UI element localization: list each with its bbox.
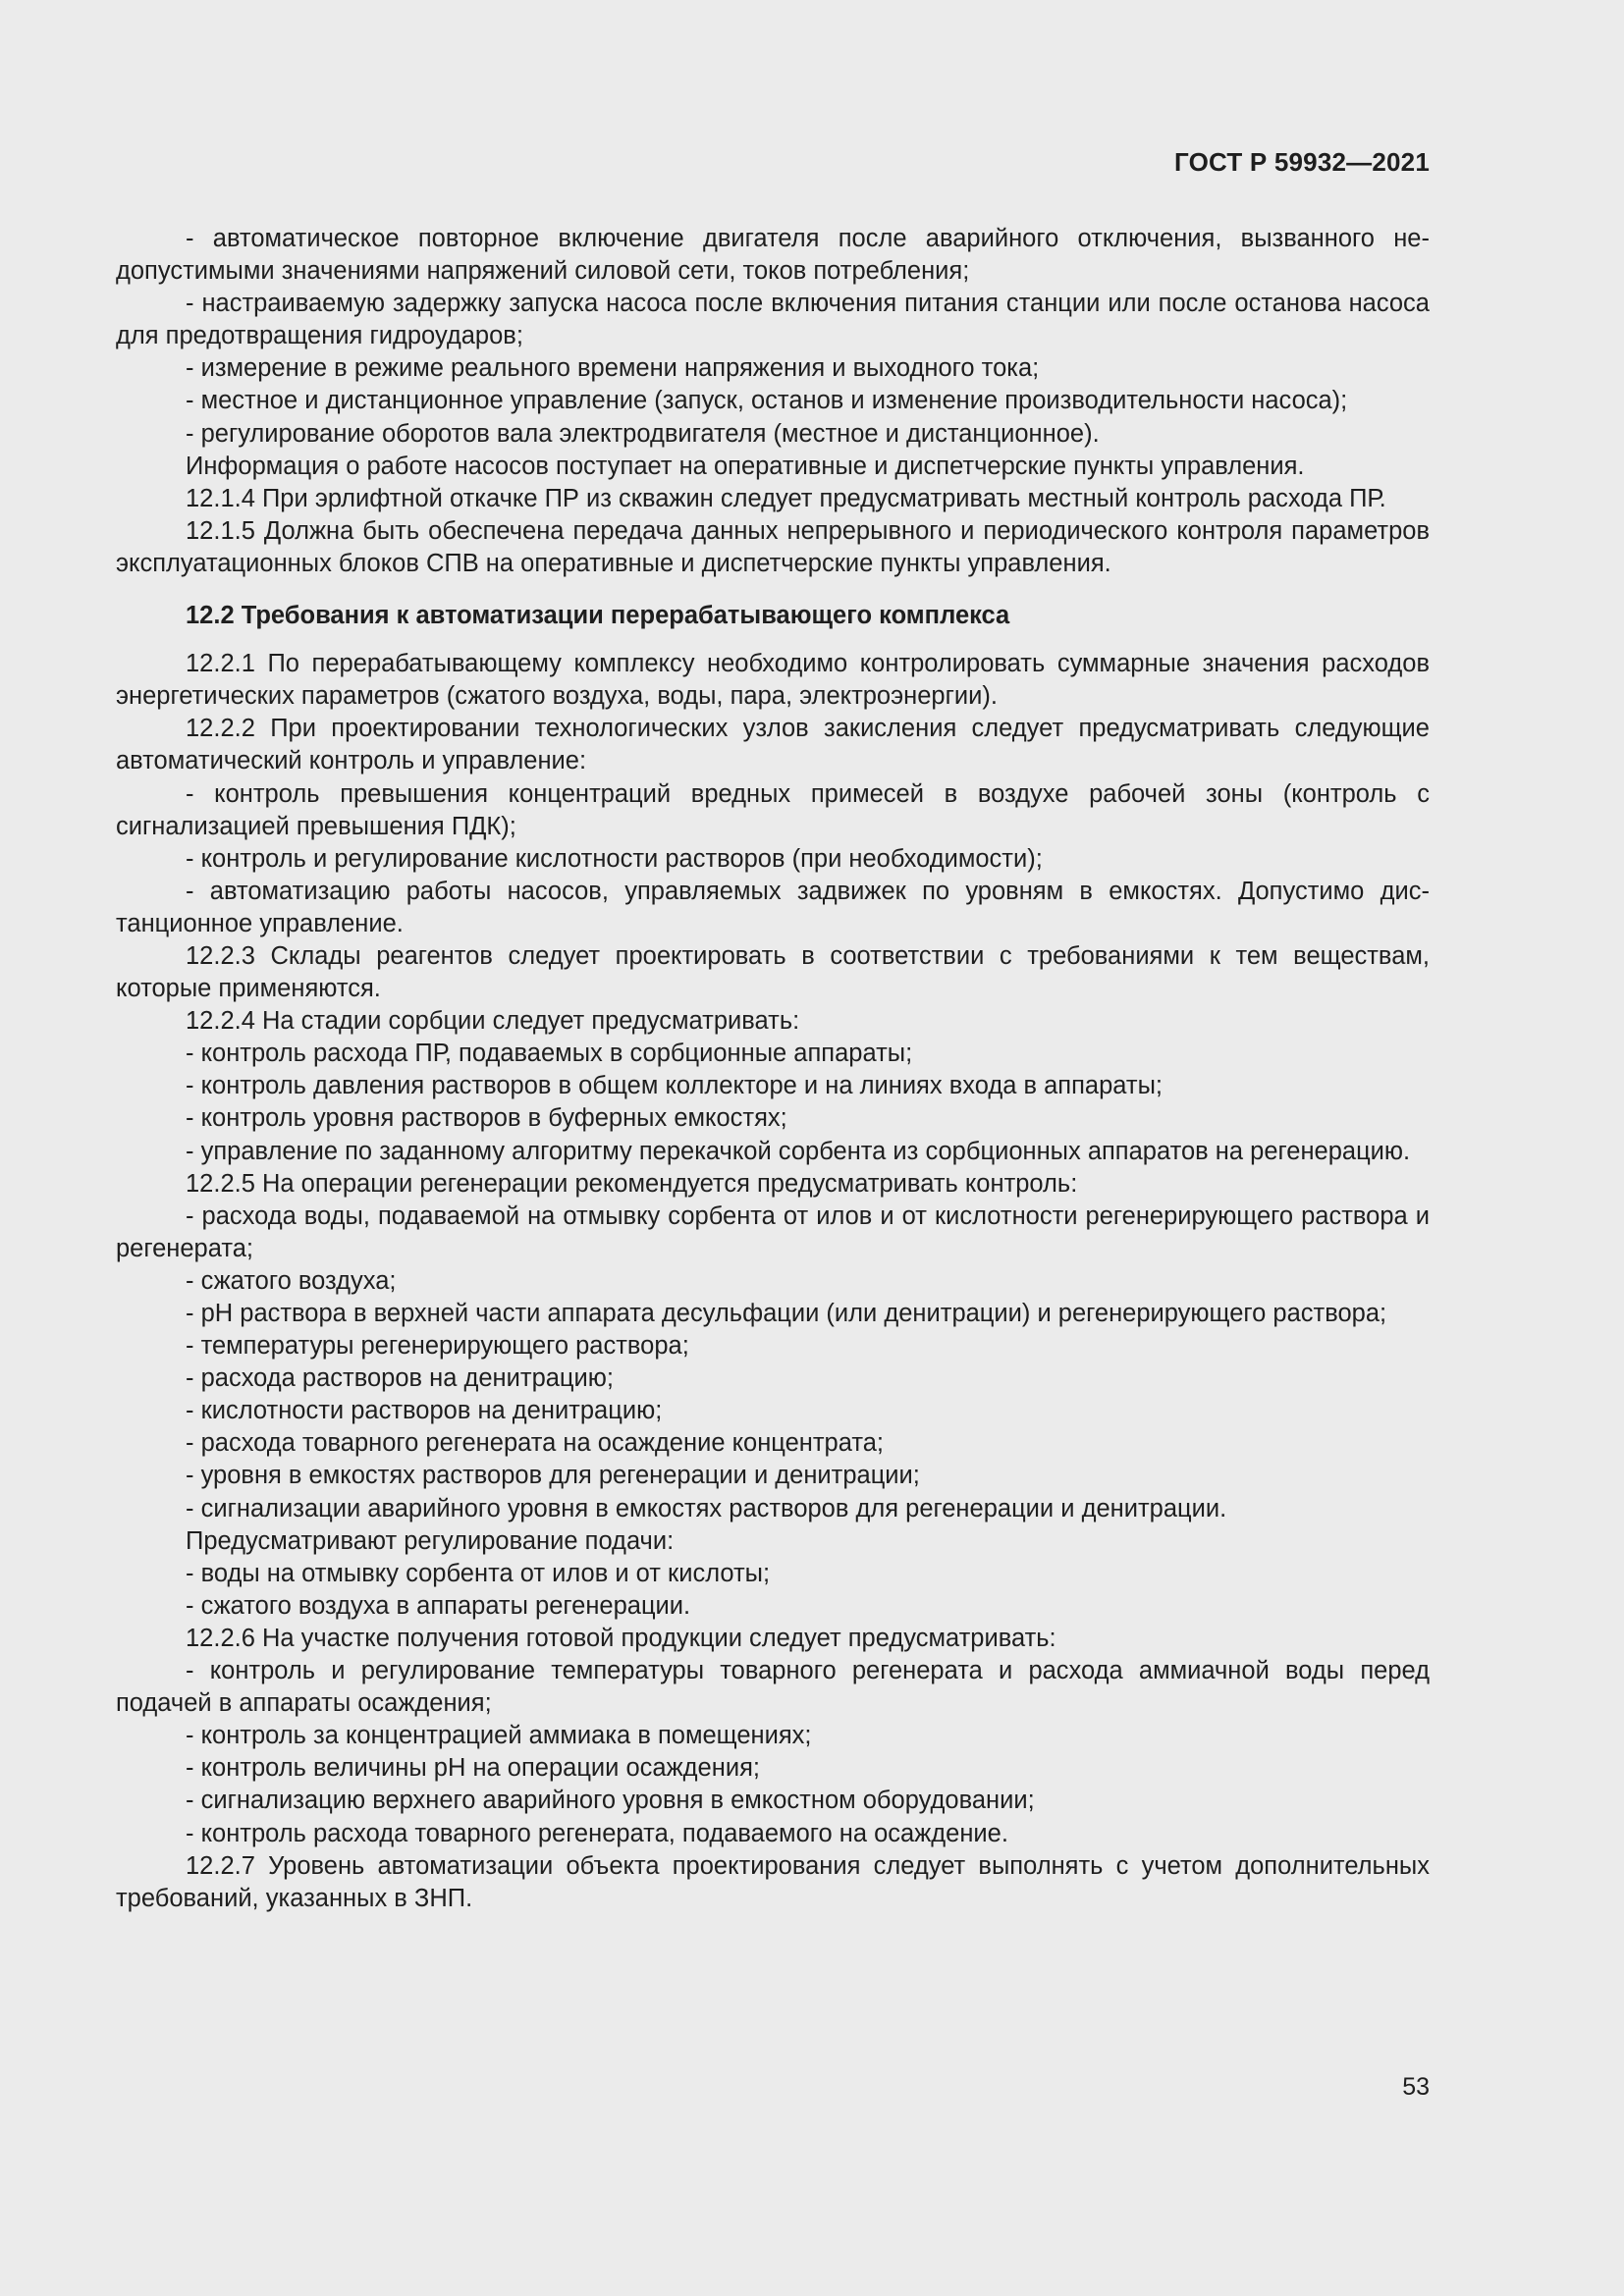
paragraph: 12.2.1 По перерабатывающему комплексу необходимо контролировать суммарные значения расходов энергетических параметров (сжатого воздуха, воды, пара, электроэнергии).: [116, 650, 1430, 711]
paragraph: 12.1.5 Должна быть обеспечена передача данных непрерывного и периодического контроля параметров эксплуатационных блоков СПВ на оперативные и диспетчерские пункты управления.: [116, 516, 1430, 577]
paragraph: - сигнализацию верхнего аварийного уровня в емкостном оборудовании;: [186, 1787, 1035, 1815]
paragraph: - контроль величины pH на операции осаждения;: [186, 1754, 760, 1783]
paragraph: - расхода товарного регенерата на осаждение концентрата;: [186, 1429, 885, 1458]
paragraph: 12.2.7 Уровень автоматизации объекта проектирования следует выполнять с учетом дополнительных требований, указанных в ЗНП.: [116, 1851, 1430, 1912]
paragraph: - управление по заданному алгоритму перекачкой сорбента из сорбционных аппаратов на регенерацию.: [186, 1137, 1411, 1165]
paragraph: - контроль за концентрацией аммиака в помещениях;: [186, 1722, 812, 1750]
section-heading: 12.2 Требования к автоматизации перерабатывающего комплекса: [186, 602, 1010, 630]
paragraph: - сжатого воздуха в аппараты регенерации.: [186, 1591, 691, 1620]
paragraph: - автоматическое повторное включение двигателя после аварийного отключения, вызванного недопустимыми значениями напряжений силовой сети, токов потребления;: [116, 225, 1430, 286]
paragraph: - воды на отмывку сорбента от илов и от кислоты;: [186, 1559, 771, 1587]
paragraph: - сигнализации аварийного уровня в емкостях растворов для регенерации и денитрации.: [186, 1494, 1227, 1522]
paragraph: 12.2.6 На участке получения готовой продукции следует предусматривать:: [186, 1624, 1056, 1652]
paragraph: - контроль и регулирование кислотности растворов (при необходимости);: [186, 844, 1043, 873]
paragraph: - настраиваемую задержку запуска насоса после включения питания станции или после останова насоса для предотвращения гидроударов;: [116, 290, 1430, 350]
paragraph: 12.1.4 При эрлифтной откачке ПР из скважин следует предусматривать местный контроль расхода ПР.: [186, 484, 1386, 512]
paragraph: Предусматривают регулирование подачи:: [186, 1526, 675, 1555]
paragraph: - расхода воды, подаваемой на отмывку сорбента от илов и от кислотности регенерирующего раствора и регенерата;: [116, 1201, 1430, 1262]
paragraph: - контроль расхода товарного регенерата, подаваемого на осаждение.: [186, 1819, 1008, 1847]
paragraph: 12.2.4 На стадии сорбции следует предусматривать:: [186, 1007, 800, 1036]
paragraph: - контроль превышения концентраций вредных примесей в воздухе рабочей зоны (контроль с сигнализацией превышения ПДК);: [116, 779, 1430, 840]
paragraph: 12.2.3 Склады реагентов следует проектировать в соответствии с требованиями к тем веществам, которые применяются.: [116, 941, 1430, 1003]
paragraph: - автоматизацию работы насосов, управляемых задвижек по уровням в емкостях. Допустимо дистанционное управление.: [116, 877, 1430, 937]
document-body: [116, 223, 1430, 1915]
document-header: ГОСТ Р 59932—2021: [1174, 147, 1430, 177]
paragraph: Информация о работе насосов поступает на оперативные и диспетчерские пункты управления.: [186, 452, 1305, 480]
paragraph: - уровня в емкостях растворов для регенерации и денитрации;: [186, 1462, 920, 1490]
paragraph: - pH раствора в верхней части аппарата десульфации (или денитрации) и регенерирующего раствора;: [186, 1300, 1387, 1327]
paragraph: - кислотности растворов на денитрацию;: [186, 1397, 663, 1425]
paragraph: 12.2.2 При проектировании технологических узлов закисления следует предусматривать следующие автоматический контроль и управление:: [116, 715, 1430, 775]
paragraph: - контроль и регулирование температуры товарного регенерата и расхода аммиачной воды перед подачей в аппараты осаждения;: [116, 1657, 1430, 1718]
paragraph: - расхода растворов на денитрацию;: [186, 1364, 614, 1393]
paragraph: - регулирование оборотов вала электродвигателя (местное и дистанционное).: [186, 419, 1100, 448]
paragraph: - сжатого воздуха;: [186, 1266, 397, 1295]
paragraph: - температуры регенерирующего раствора;: [186, 1332, 689, 1361]
paragraph: - местное и дистанционное управление (запуск, останов и изменение производительности насоса);: [186, 387, 1348, 415]
page-number: 53: [1402, 2073, 1430, 2101]
paragraph: - измерение в режиме реального времени напряжения и выходного тока;: [186, 354, 1040, 383]
paragraph: - контроль расхода ПР, подаваемых в сорбционные аппараты;: [186, 1040, 913, 1068]
paragraph: 12.2.5 На операции регенерации рекомендуется предусматривать контроль:: [186, 1169, 1078, 1198]
paragraph: - контроль уровня растворов в буферных емкостях;: [186, 1104, 787, 1133]
paragraph: - контроль давления растворов в общем коллекторе и на линиях входа в аппараты;: [186, 1072, 1163, 1100]
